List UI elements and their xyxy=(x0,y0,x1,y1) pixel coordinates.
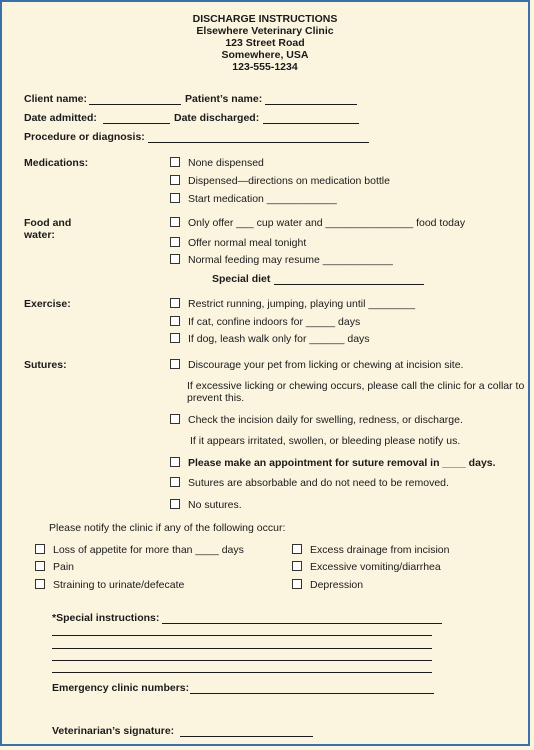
notify-option-pain[interactable]: Pain xyxy=(35,561,74,573)
exercise-label: Exercise: xyxy=(24,298,71,310)
checkbox[interactable] xyxy=(170,414,180,424)
checkbox[interactable] xyxy=(170,217,180,227)
special-instructions-line[interactable] xyxy=(52,672,432,673)
notify-option-straining[interactable]: Straining to urinate/defecate xyxy=(35,579,184,591)
suture-notify-note: If it appears irritated, swollen, or bleeding please notify us. xyxy=(190,435,461,447)
food-option-only-offer[interactable]: Only offer ___ cup water and _______________ food today xyxy=(170,217,465,229)
form-header xyxy=(2,13,528,73)
special-instructions-line[interactable] xyxy=(52,635,432,636)
checkbox[interactable] xyxy=(170,477,180,487)
medication-option-start[interactable]: Start medication ____________ xyxy=(170,193,337,205)
exercise-option-dog[interactable]: If dog, leash walk only for ______ days xyxy=(170,333,370,345)
checkbox[interactable] xyxy=(170,457,180,467)
medication-option-dispensed[interactable]: Dispensed—directions on medication bottle xyxy=(170,175,390,187)
signature-label: Veterinarian’s signature: xyxy=(52,725,175,737)
date-discharged-field[interactable] xyxy=(263,123,359,124)
clinic-city: Somewhere, USA xyxy=(221,49,309,61)
patient-name-field[interactable] xyxy=(265,104,357,105)
checkbox[interactable] xyxy=(35,579,45,589)
patient-name-label: Patient’s name: xyxy=(185,93,263,105)
suture-option-discourage[interactable]: Discourage your pet from licking or chewing at incision site. xyxy=(170,359,463,371)
checkbox[interactable] xyxy=(170,175,180,185)
exercise-option-restrict[interactable]: Restrict running, jumping, playing until ________ xyxy=(170,298,415,310)
clinic-phone: 123-555-1234 xyxy=(232,61,298,73)
notify-option-drainage[interactable]: Excess drainage from incision xyxy=(292,544,449,556)
checkbox[interactable] xyxy=(170,316,180,326)
checkbox[interactable] xyxy=(170,298,180,308)
special-instructions-field[interactable] xyxy=(162,623,442,624)
form-title: DISCHARGE INSTRUCTIONS xyxy=(192,13,338,25)
signature-field[interactable] xyxy=(180,736,313,737)
special-instructions-line[interactable] xyxy=(52,648,432,649)
medications-label: Medications: xyxy=(24,157,89,169)
suture-option-appointment[interactable]: Please make an appointment for suture removal in ____ days. xyxy=(170,457,496,469)
date-discharged-label: Date discharged: xyxy=(174,112,260,124)
special-instructions-line[interactable] xyxy=(52,660,432,661)
client-name-field[interactable] xyxy=(89,104,181,105)
food-water-label: Food and water: xyxy=(24,217,72,241)
food-option-normal-feeding[interactable]: Normal feeding may resume ____________ xyxy=(170,254,393,266)
checkbox[interactable] xyxy=(35,561,45,571)
clinic-street: 123 Street Road xyxy=(225,37,305,49)
checkbox[interactable] xyxy=(170,254,180,264)
notify-intro: Please notify the clinic if any of the following occur: xyxy=(49,522,286,534)
client-name-label: Client name: xyxy=(24,93,88,105)
checkbox[interactable] xyxy=(170,157,180,167)
notify-option-vomiting[interactable]: Excessive vomiting/diarrhea xyxy=(292,561,441,573)
emergency-numbers-label: Emergency clinic numbers: xyxy=(52,682,190,694)
clinic-name: Elsewhere Veterinary Clinic xyxy=(196,25,334,37)
checkbox[interactable] xyxy=(170,499,180,509)
procedure-label: Procedure or diagnosis: xyxy=(24,131,145,143)
emergency-numbers-field[interactable] xyxy=(190,693,434,694)
sutures-label: Sutures: xyxy=(24,359,67,371)
exercise-option-cat[interactable]: If cat, confine indoors for _____ days xyxy=(170,316,360,328)
checkbox[interactable] xyxy=(170,359,180,369)
medication-option-none[interactable]: None dispensed xyxy=(170,157,264,169)
checkbox[interactable] xyxy=(170,237,180,247)
suture-option-none[interactable]: No sutures. xyxy=(170,499,242,511)
checkbox[interactable] xyxy=(170,193,180,203)
checkbox[interactable] xyxy=(292,561,302,571)
checkbox[interactable] xyxy=(35,544,45,554)
suture-option-check[interactable]: Check the incision daily for swelling, redness, or discharge. xyxy=(170,414,463,426)
date-admitted-field[interactable] xyxy=(103,123,170,124)
notify-option-depression[interactable]: Depression xyxy=(292,579,363,591)
date-admitted-label: Date admitted: xyxy=(24,112,97,124)
special-instructions-label: *Special instructions: xyxy=(52,612,160,624)
checkbox[interactable] xyxy=(292,579,302,589)
special-diet-label: Special diet xyxy=(212,273,271,285)
checkbox[interactable] xyxy=(292,544,302,554)
special-diet-field[interactable] xyxy=(274,284,424,285)
food-option-normal-meal[interactable]: Offer normal meal tonight xyxy=(170,237,306,249)
notify-option-appetite[interactable]: Loss of appetite for more than ____ days xyxy=(35,544,244,556)
checkbox[interactable] xyxy=(170,333,180,343)
procedure-field[interactable] xyxy=(148,142,369,143)
suture-collar-note: If excessive licking or chewing occurs, please call the clinic for a collar to prevent this. xyxy=(187,380,525,404)
suture-option-absorbable[interactable]: Sutures are absorbable and do not need to be removed. xyxy=(170,477,449,489)
